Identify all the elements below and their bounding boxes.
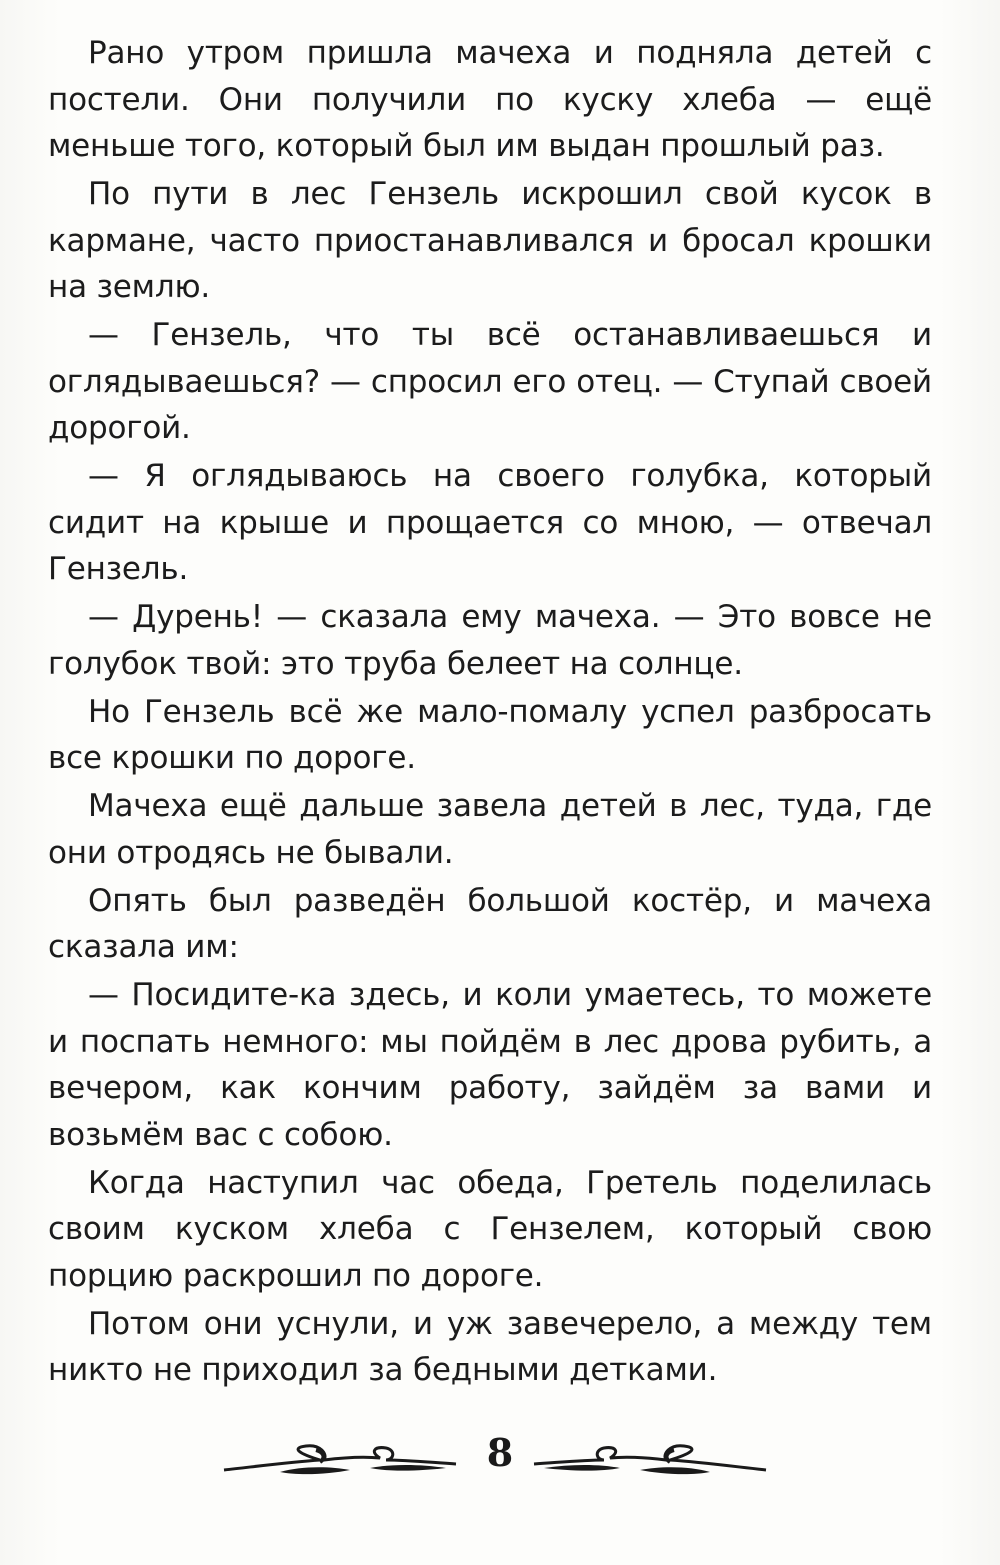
page-number: 8 xyxy=(486,1430,514,1475)
paragraph: По пути в лес Гензель искрошил свой кусок в кармане, часто приостанавливался и бросал крошки на землю. xyxy=(48,176,932,305)
paragraph: — Посидите-ка здесь, и коли умаетесь, то можете и поспать немного: мы пойдём в лес дрова рубить, а вечером, как кончим работу, зайдём за вами и возьмём вас с собою. xyxy=(48,977,932,1153)
body-text xyxy=(48,30,932,1395)
paragraph: Рано утром пришла мачеха и подняла детей с постели. Они получили по куску хлеба — ещё меньше того, который был им выдан прошлый раз. xyxy=(48,35,932,164)
paragraph: Когда наступил час обеда, Гретель поделилась своим куском хлеба с Гензелем, который свою порцию раскрошил по дороге. xyxy=(48,1164,932,1294)
flourish-ornament-left-icon xyxy=(220,1440,460,1480)
paragraph: — Я оглядываюсь на своего голубка, который сидит на крыше и прощается со мною, — отвечал Гензель. xyxy=(48,458,932,587)
flourish-ornament-right-icon xyxy=(520,1440,770,1480)
paragraph: Потом они уснули, и уж завечерело, а между тем никто не приходил за бедными детками. xyxy=(48,1305,932,1388)
paragraph: Опять был разведён большой костёр, и мачеха сказала им: xyxy=(48,882,932,965)
paragraph: Мачеха ещё дальше завела детей в лес, туда, где они отродясь не бывали. xyxy=(48,788,932,871)
paragraph: — Дурень! — сказала ему мачеха. — Это вовсе не голубок твой: это труба белеет на солнце. xyxy=(48,599,932,682)
paragraph: — Гензель, что ты всё останавливаешься и оглядываешься? — спросил его отец. — Ступай своей дорогой. xyxy=(48,317,932,446)
page-footer xyxy=(0,1428,1000,1498)
paragraph: Но Гензель всё же мало-помалу успел разбросать все крошки по дороге. xyxy=(48,693,932,776)
